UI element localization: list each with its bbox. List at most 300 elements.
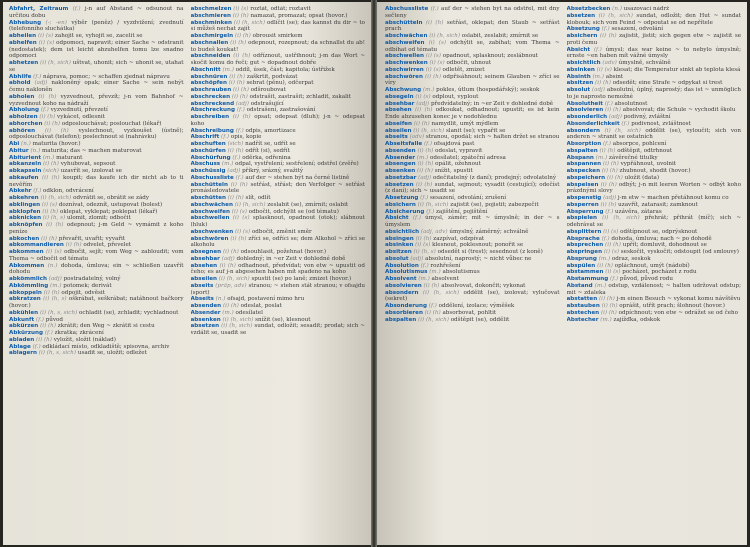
- entry-headword: abschrauben: [190, 87, 232, 93]
- dictionary-entry: [385, 182, 560, 196]
- entry-translation: oddělit (se), izolovat; vylučovat (sekret): [385, 289, 560, 303]
- entry-grammar-label: (i) (h): [230, 181, 248, 188]
- dictionary-entry: [9, 323, 184, 330]
- dictionary-entry: [385, 74, 560, 88]
- entry-grammar-label: (adj): [603, 195, 617, 201]
- entry-translation: pocházet, pocházet z rodu: [622, 269, 697, 276]
- entry-headword: abkommen: [9, 249, 44, 255]
- entry-headword: abschwellen: [385, 53, 424, 60]
- entry-headword: abschütten: [190, 195, 227, 201]
- entry-grammar-label: (f.): [221, 134, 230, 141]
- entry-translation: odpal, vystřelení; sestřelení; odstřel (zvěře): [235, 161, 359, 168]
- entry-grammar-label: (f.): [40, 107, 49, 114]
- entry-grammar-label: (f.): [593, 46, 602, 53]
- entry-headword: Ablage: [9, 343, 31, 350]
- entry-grammar-label: (i) (h): [44, 120, 61, 127]
- entry-headword: Absicht: [385, 215, 409, 222]
- dictionary-entry: [385, 317, 560, 324]
- entry-headword: abschmieren: [190, 12, 231, 19]
- entry-translation: ofsajdová past: [433, 141, 475, 147]
- entry-grammar-label: (f.): [601, 26, 610, 33]
- dictionary-entry: [191, 323, 366, 337]
- entry-grammar-label: (i) (h): [38, 93, 57, 100]
- entry-translation: odeslat, poslat: [240, 303, 282, 309]
- dictionary-entry: [567, 296, 742, 303]
- entry-headword: Absetzung: [566, 26, 600, 33]
- entry-headword: abseits: [385, 134, 408, 141]
- entry-headword: abschmirgeln: [190, 33, 234, 39]
- dictionary-entry: [191, 161, 366, 168]
- entry-translation: dohledný; in ~er Zeit v dohledné době: [236, 255, 346, 262]
- dictionary-entry: [385, 141, 560, 148]
- entry-grammar-label: (i) (h): [232, 12, 249, 19]
- entry-translation: sundat, sejmout; vysadit (cestující); odečíst (z daní); sich ~ usadit se: [385, 181, 560, 195]
- entry-grammar-label: (i) (s): [605, 269, 621, 276]
- entry-translation: odchýlit se, zabíhat; vom Thema ~ odbíhat od tématu: [385, 39, 560, 53]
- entry-translation: zříci se, odříci se; dem Alkohol ~ zříci se alkoholu: [190, 235, 365, 249]
- entry-grammar-label: (f.): [235, 174, 244, 181]
- entry-grammar-label: (i) (s): [603, 249, 620, 255]
- dictionary-entry: [9, 141, 184, 148]
- entry-translation: ofsajd, postavení mimo hru: [227, 296, 305, 303]
- dictionary-entry: [567, 256, 742, 263]
- entry-headword: abhorchen: [9, 120, 43, 127]
- entry-headword: absitzen: [566, 80, 594, 87]
- entry-headword: abschminken: [190, 19, 232, 26]
- entry-headword: abschüssig: [190, 168, 226, 174]
- dictionary-entry: [567, 33, 742, 47]
- entry-grammar-label: (i) (s): [425, 53, 441, 60]
- dictionary-entry: [567, 128, 742, 142]
- dictionary-entry: [9, 40, 184, 60]
- entry-grammar-label: (adj): [227, 168, 241, 174]
- entry-headword: abschwirren: [385, 66, 424, 73]
- dictionary-entry: [191, 87, 366, 94]
- entry-headword: absenken: [385, 168, 416, 174]
- entry-grammar-label: (f.): [72, 6, 81, 12]
- entry-translation: sesazení, odvolání; zrušení: [429, 195, 506, 201]
- entry-translation: zajížďka, odskok: [613, 316, 661, 323]
- entry-grammar-label: (i) (s): [596, 66, 612, 73]
- entry-headword: absorbieren: [385, 309, 423, 316]
- entry-headword: absengen: [385, 161, 416, 168]
- entry-headword: absehen: [190, 262, 218, 269]
- entry-grammar-label: (i) (h, s, sich): [39, 309, 78, 316]
- dictionary-entry: [191, 141, 366, 148]
- entry-grammar-label: (i) (h): [234, 33, 251, 39]
- entry-grammar-label: (adj): [416, 100, 430, 107]
- entry-translation: odraz, seskok: [611, 255, 651, 262]
- dictionary-entry: [385, 33, 560, 40]
- entry-translation: auf der ~ stehen být na odstřel, mít dny sečteny: [385, 6, 560, 19]
- entry-headword: Abschwung: [385, 87, 422, 93]
- dictionary-entry: [9, 94, 184, 108]
- dictionary-entry: [9, 168, 184, 175]
- dictionary-entry: [9, 20, 184, 34]
- entry-grammar-label: (i) (s): [232, 215, 250, 222]
- entry-headword: abspecken: [566, 168, 601, 174]
- entry-headword: abkehren: [9, 195, 39, 201]
- entry-headword: Absprung: [566, 255, 597, 262]
- entry-grammar-label: (-; -en): [45, 19, 67, 26]
- entry-translation: spustit (se) po laně; zmizet (hovor.): [251, 276, 352, 282]
- entry-translation: úmyslně, schválně: [618, 60, 671, 66]
- entry-headword: Abhilfe: [9, 73, 32, 80]
- entry-headword: abschöpfen: [190, 80, 227, 87]
- dictionary-entry: [9, 330, 184, 337]
- entry-headword: abkoppeln: [9, 289, 42, 296]
- entry-headword: abknicken: [9, 215, 42, 222]
- entry-grammar-label: (i) (h): [42, 208, 59, 215]
- entry-translation: odbočit, sejít; vom Weg ~ zabloudit; vom Thema ~ odbočit od tématu: [9, 249, 184, 262]
- entry-grammar-label: (adj): [608, 114, 622, 120]
- left-page-column-1: [9, 6, 184, 545]
- dictionary-entry: [567, 168, 742, 175]
- entry-grammar-label: (f.): [412, 215, 421, 222]
- entry-grammar-label: (i) (h): [40, 323, 56, 330]
- entry-grammar-label: (i) (h): [425, 19, 444, 26]
- dictionary-entry: [9, 175, 184, 189]
- entry-headword: Abkürzung: [9, 330, 44, 336]
- entry-translation: zajistit, jistit; sich gegen etw ~ zajistit se proti čemu: [566, 33, 741, 46]
- entry-grammar-label: (i) (h): [230, 39, 247, 46]
- entry-headword: abhelfen: [9, 39, 37, 46]
- dictionary-entry: [9, 350, 184, 357]
- entry-headword: abspülen: [566, 262, 596, 269]
- entry-translation: opis, kopie: [230, 134, 262, 141]
- dictionary-entry: [567, 269, 742, 276]
- entry-headword: absinken: [566, 66, 595, 73]
- dictionary-entry: [567, 195, 742, 202]
- entry-grammar-label: (i) (h): [229, 73, 246, 80]
- entry-headword: absichern: [385, 201, 416, 208]
- entry-headword: Absolutheit: [566, 100, 603, 107]
- entry-headword: absehbar: [385, 100, 415, 107]
- entry-headword: Abholung: [9, 107, 40, 114]
- dictionary-entry: [191, 182, 366, 196]
- entry-headword: abstatten: [566, 296, 598, 303]
- entry-translation: absorbovat, pohltit: [442, 309, 497, 316]
- entry-translation: maturita (hovor.): [32, 141, 81, 147]
- entry-grammar-label: (m.): [221, 161, 234, 168]
- entry-grammar-label: (i) (h): [43, 161, 59, 168]
- entry-headword: abkaufen: [9, 174, 39, 181]
- right-page: [377, 2, 747, 545]
- entry-translation: oslabit, zeslabit; zmírnit se: [461, 33, 539, 39]
- dictionary-entry: [567, 249, 742, 256]
- dictionary-entry: [385, 249, 560, 256]
- dictionary-entry: [385, 242, 560, 249]
- entry-grammar-label: (m.): [42, 154, 55, 161]
- dictionary-entry: [191, 33, 366, 40]
- entry-grammar-label: (i) (s): [425, 66, 441, 73]
- entry-grammar-label: (i) (s): [234, 228, 251, 235]
- entry-grammar-label: (i) (h, sich): [418, 316, 449, 323]
- entry-translation: zkratka; zkrácení: [54, 330, 104, 336]
- entry-headword: absitzen: [385, 249, 412, 255]
- entry-grammar-label: (i) (h): [605, 242, 621, 249]
- entry-headword: Abkömmling: [9, 282, 49, 289]
- entry-headword: absolut: [385, 255, 409, 262]
- entry-translation: opálit, ožehnout: [435, 161, 481, 168]
- entry-translation: odsouhlasit, požehnat (hovor.): [240, 249, 327, 255]
- entry-headword: abschmelzen: [190, 6, 232, 12]
- entry-translation: odstrašení, zastrašování: [246, 107, 316, 114]
- entry-grammar-label: (i) (h): [222, 249, 239, 255]
- dictionary-entry: [9, 310, 184, 317]
- entry-translation: oddělit (se), vyloučit; sich von anderen ~ stranit se ostatních: [566, 127, 741, 141]
- entry-headword: abschrecken: [190, 93, 231, 100]
- entry-grammar-label: (i) (h, s, sich): [38, 350, 77, 357]
- entry-translation: snížit, spustit: [434, 168, 473, 174]
- dictionary-entry: [385, 6, 560, 20]
- entry-grammar-label: (adv): [409, 134, 425, 141]
- entry-grammar-label: (i) (h, sich): [429, 33, 461, 39]
- entry-grammar-label: (präp, adv): [215, 282, 247, 289]
- entry-translation: slít, odlít: [245, 195, 271, 201]
- entry-grammar-label: (i) (h): [601, 303, 618, 309]
- entry-headword: Abkunft: [9, 316, 35, 323]
- entry-translation: opláchnout, umýt (nádobí): [614, 262, 690, 269]
- entry-translation: přehrát; přihrát (míč); sich ~ odehrávat se: [566, 215, 741, 228]
- entry-headword: abkürzen: [9, 323, 39, 330]
- entry-headword: absenken: [190, 316, 221, 323]
- entry-grammar-label: (i) (h): [231, 93, 248, 100]
- entry-translation: absolvovat, dokončit; vykonat: [441, 282, 526, 289]
- dictionary-entry: [567, 242, 742, 249]
- dictionary-entry: [385, 148, 560, 155]
- entry-grammar-label: (i) (h, sich): [222, 316, 254, 323]
- entry-grammar-label: (f.): [426, 208, 435, 215]
- entry-headword: absolut: [566, 87, 591, 93]
- entry-headword: abseilen: [385, 127, 412, 134]
- entry-headword: abkanzeln: [9, 161, 42, 168]
- entry-grammar-label: (i) (h): [232, 114, 251, 120]
- dictionary-entry: [191, 94, 366, 101]
- entry-translation: j-m etw ~ machen přetáhnout komu co: [617, 195, 729, 201]
- dictionary-entry: [9, 161, 184, 168]
- entry-headword: Absender: [190, 309, 221, 316]
- entry-grammar-label: (f.): [420, 195, 429, 201]
- dictionary-entry: [385, 229, 560, 236]
- entry-translation: sesazení, odvolání: [611, 26, 664, 33]
- entry-translation: absolvent: [431, 276, 459, 282]
- entry-grammar-label: (m.): [429, 269, 441, 276]
- entry-headword: absegnen: [190, 249, 222, 255]
- entry-headword: Absonderung: [385, 303, 428, 309]
- entry-grammar-label: (i) (h, sich): [221, 323, 253, 330]
- dictionary-entry: [191, 53, 366, 67]
- entry-translation: odstup, vzdálenost; ~ halten udržovat odstup; mit ~ zdaleka: [566, 282, 741, 296]
- entry-headword: Absetzung: [385, 195, 419, 201]
- entry-grammar-label: (i) (h): [423, 282, 440, 289]
- entry-grammar-label: (i) (h): [228, 80, 245, 87]
- entry-grammar-label: (adj): [591, 87, 605, 93]
- entry-grammar-label: (i) (h): [415, 181, 433, 188]
- entry-translation: odlíčit (se); das kannst du dir ~ to si můžeš nechat zajít: [190, 19, 365, 33]
- entry-headword: Absolutismus: [385, 269, 428, 276]
- entry-grammar-label: (i) (h, sich): [602, 215, 640, 222]
- entry-headword: Abiturient: [9, 154, 42, 161]
- entry-translation: maturita; das ~ machen maturovat: [41, 147, 142, 154]
- entry-translation: uštvat, uhonit; sich ~ uhonit se, utahat se: [9, 60, 184, 73]
- entry-translation: podivnost, zvláštnost: [631, 120, 691, 127]
- entry-translation: odpřisáhnout; seinem Glauben ~ zříci se víry: [385, 73, 560, 87]
- dictionary-entry: [567, 60, 742, 67]
- entry-translation: zajistit (se), pojistit; zabezpečit: [450, 201, 539, 208]
- dictionary-entry: [567, 303, 742, 310]
- entry-grammar-label: (i) (h): [41, 174, 60, 181]
- entry-translation: odbočit, změnit směr: [251, 228, 312, 235]
- dictionary-entry: [385, 161, 560, 168]
- entry-translation: nakloněný opak; einer Sache ~ sein nebýt čemu nakloněn: [9, 80, 184, 93]
- dictionary-entry: [191, 276, 366, 283]
- entry-translation: náprava, pomoc; ~ schaffen zjednat nápravu: [42, 73, 170, 80]
- entry-headword: abhören: [9, 127, 36, 134]
- entry-headword: abschnallen: [190, 39, 229, 46]
- entry-headword: Absonderlichkeit: [566, 120, 620, 127]
- entry-grammar-label: (i) (h, sich): [40, 195, 72, 201]
- entry-translation: absolutní, úplný, naprostý; das ist ~ unmöglich to je naprosto nemožné: [566, 87, 741, 100]
- entry-grammar-label: (i) (h): [227, 147, 244, 154]
- entry-grammar-label: (m.): [422, 87, 435, 93]
- entry-headword: abheilen: [9, 33, 37, 39]
- dictionary-entry: [567, 148, 742, 155]
- entry-translation: vykácet, odlesnit: [57, 114, 105, 120]
- entry-translation: odesílatel: [235, 309, 263, 316]
- entry-translation: nadřít se, udřít se: [245, 141, 296, 147]
- entry-headword: absetzbar: [385, 174, 417, 181]
- entry-translation: snížit (se), klesnout: [255, 316, 311, 323]
- entry-translation: vyslechnout, vyzkoušet (ústně); odposlouchávat (telefon); poslechnout si (nahrávku): [9, 127, 184, 141]
- entry-grammar-label: (i) (s): [38, 39, 55, 46]
- entry-translation: odbočit, odchýlit se (od tématu): [248, 208, 339, 215]
- entry-grammar-label: (adj): [34, 80, 48, 87]
- entry-translation: vyzvednout, převzít; j-n vom Bahnhof ~ vyzvednout koho na nádraží: [9, 93, 184, 107]
- entry-translation: uzávěra, zátaras: [615, 208, 662, 215]
- entry-grammar-label: (i) (s): [415, 242, 431, 249]
- entry-translation: původ: [45, 316, 64, 323]
- entry-grammar-label: (i) (h): [602, 161, 619, 168]
- entry-headword: abklopfen: [9, 208, 41, 215]
- entry-translation: vyzvednutí, převzetí: [50, 107, 108, 114]
- dictionary-entry: [191, 107, 366, 114]
- entry-headword: abschwellen: [190, 215, 230, 222]
- entry-headword: abschütteln: [385, 19, 423, 26]
- dictionary-entry: [9, 202, 184, 209]
- dictionary-entry: [567, 182, 742, 196]
- dictionary-entry: [191, 256, 366, 263]
- entry-headword: abschütteln: [190, 181, 228, 188]
- dictionary-entry: [385, 168, 560, 175]
- entry-translation: splasknout, opadnout (otok); slábnout (hluk): [190, 215, 365, 228]
- entry-translation: usazovací nádrž: [623, 6, 670, 12]
- entry-headword: Abkommen: [9, 262, 45, 269]
- dictionary-entry: [9, 60, 184, 74]
- entry-grammar-label: (f.): [236, 107, 245, 114]
- entry-headword: Absorption: [566, 141, 602, 147]
- entry-grammar-label: (n.): [47, 262, 58, 269]
- entry-headword: Abschrift: [190, 134, 220, 141]
- dictionary-entry: [9, 107, 184, 114]
- dictionary-entry: [9, 80, 184, 94]
- entry-headword: Absprache: [566, 235, 600, 242]
- dictionary-entry: [9, 114, 184, 121]
- entry-headword: Abschussliste: [190, 174, 234, 181]
- entry-grammar-label: (m.): [50, 282, 62, 289]
- entry-translation: klesat; die Temperatur sinkt ab teplota klesá: [613, 66, 741, 73]
- entry-grammar-label: (i) (h): [600, 181, 617, 188]
- entry-headword: abkapseln: [9, 168, 42, 174]
- entry-translation: odštěpit (se), oddělit: [450, 316, 510, 323]
- entry-headword: abholzen: [9, 114, 38, 120]
- entry-headword: abhetzen: [9, 60, 39, 66]
- entry-headword: abkochen: [9, 235, 40, 242]
- dictionary-entry: [191, 40, 366, 54]
- entry-headword: absondern: [385, 289, 419, 296]
- entry-translation: odšroubovat: [250, 87, 286, 93]
- entry-grammar-label: (i) (h): [601, 168, 618, 174]
- entry-translation: odpomoci, napravit; einer Sache ~ odstranit (nedostatek); dem ist leicht abzuhelfen tomu lze snadno odpomoci: [9, 39, 184, 60]
- dictionary-entry: [567, 107, 742, 114]
- entry-headword: abspannen: [566, 161, 602, 168]
- dictionary-entry: [567, 47, 742, 61]
- dictionary-entry: [191, 283, 366, 297]
- entry-headword: abspalten: [566, 147, 598, 154]
- entry-headword: abschweifen: [190, 208, 230, 215]
- entry-translation: ochladit (se), zchladit; vychladnout: [79, 309, 179, 316]
- entry-grammar-label: (sich): [227, 141, 244, 147]
- dictionary-entry: [191, 229, 366, 236]
- entry-grammar-label: (i) (h): [417, 168, 433, 174]
- entry-headword: Abseitsfalle: [385, 141, 423, 147]
- entry-grammar-label: (i) (h): [414, 107, 433, 114]
- dictionary-entry: [385, 202, 560, 209]
- entry-grammar-label: (f.): [428, 303, 437, 309]
- entry-grammar-label: (adj): [48, 276, 62, 282]
- dictionary-entry: [9, 263, 184, 277]
- entry-headword: Abschreckung: [190, 107, 236, 114]
- dictionary-entry: [191, 296, 366, 303]
- entry-translation: odsedět si (trest); sesednout (z koně): [437, 249, 543, 255]
- entry-grammar-label: (f.): [235, 127, 244, 134]
- dictionary-entry: [9, 128, 184, 142]
- entry-translation: odesílatel; zpáteční adresa: [430, 154, 506, 161]
- dictionary-entry: [191, 67, 366, 74]
- entry-grammar-label: (i) (h): [413, 120, 430, 127]
- entry-grammar-label: (i) (h): [597, 262, 613, 269]
- entry-headword: Abschürfung: [190, 154, 231, 161]
- dictionary-entry: [567, 229, 742, 236]
- entry-grammar-label: (i) (h, s): [43, 296, 67, 303]
- entry-grammar-label: (adj): [221, 255, 235, 262]
- dictionary-entry: [385, 107, 560, 121]
- entry-translation: uložit (data): [624, 174, 660, 181]
- entry-translation: uzavřít se, izolovat se: [60, 168, 122, 174]
- entry-translation: upřít; domluvit, dohodnout se: [622, 242, 707, 249]
- entry-translation: vypřáhnout, uvolnit: [620, 161, 677, 168]
- dictionary-entry: [9, 121, 184, 128]
- entry-translation: sundat, odložit; den Hut ~ sundat klobouk; sich vom Feind ~ odpoutat se od nepřítele: [566, 12, 741, 26]
- entry-grammar-label: (m.): [418, 276, 430, 282]
- dictionary-entry: [385, 87, 560, 94]
- entry-translation: odepnout, rozepnout; da schnallst du ab! to budeš koukat!: [190, 39, 365, 53]
- dictionary-entry: [9, 296, 184, 310]
- entry-translation: oděrka, odřenina: [242, 154, 291, 161]
- entry-translation: odkoukat, odhadnout; upustit; es ist kein Ende abzusehen konec je v nedohlednu: [385, 107, 560, 120]
- dictionary-entry: [191, 303, 366, 310]
- entry-headword: abschwenken: [385, 60, 428, 66]
